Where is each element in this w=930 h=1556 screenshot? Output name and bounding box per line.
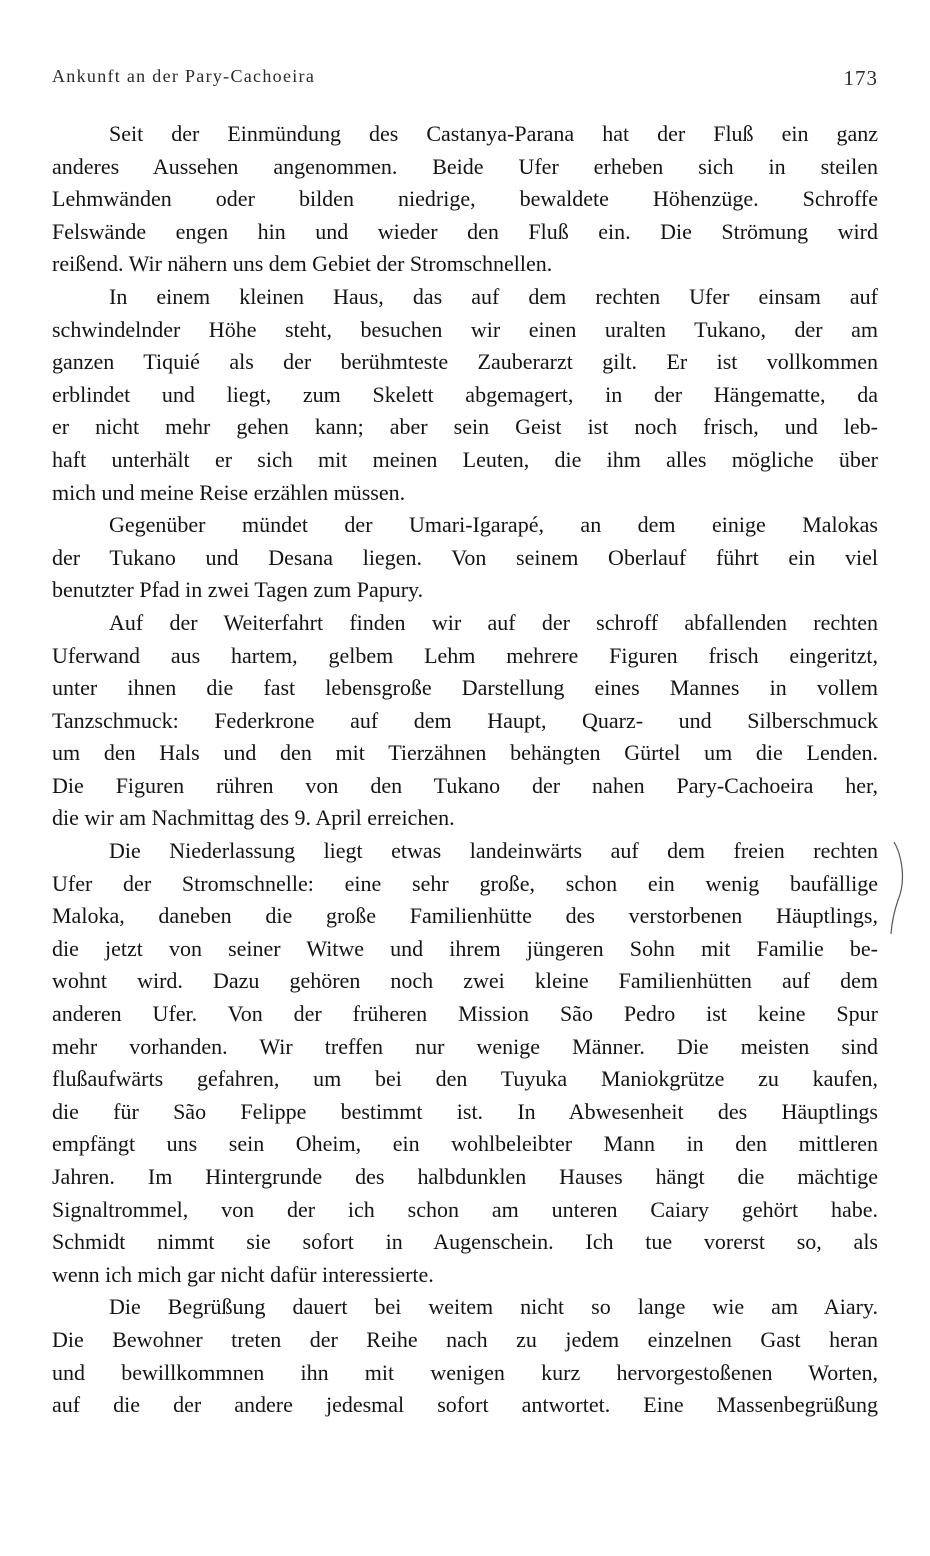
text-line: reißend. Wir nähern uns dem Gebiet der Stromschnellen.	[52, 251, 553, 277]
text-line: Die Niederlassung liegt etwas landeinwärts auf dem freien rechten	[109, 838, 878, 864]
text-line: Schmidt nimmt sie sofort in Augenschein. Ich tue vorerst so, als	[52, 1229, 878, 1255]
page-number: 173	[843, 66, 878, 90]
text-line: der Tukano und Desana liegen. Von seinem Oberlauf führt ein viel	[52, 544, 878, 570]
text-line: er nicht mehr gehen kann; aber sein Geist ist noch frisch, und leb-	[52, 414, 878, 440]
text-line: mich und meine Reise erzählen müssen.	[52, 479, 406, 505]
paragraph	[52, 281, 878, 509]
text-line: um den Hals und den mit Tierzähnen behängten Gürtel um die Lenden.	[52, 740, 878, 766]
text-line: Die Bewohner treten der Reihe nach zu jedem einzelnen Gast heran	[52, 1326, 878, 1352]
text-line: Die Figuren rühren von den Tukano der nahen Pary-Cachoeira her,	[52, 772, 878, 798]
text-line: Felswände engen hin und wieder den Fluß ein. Die Strömung wird	[52, 218, 878, 244]
text-line: und bewillkommnen ihn mit wenigen kurz hervorgestoßenen Worten,	[52, 1359, 878, 1385]
paragraph	[52, 1291, 878, 1421]
text-line: flußaufwärts gefahren, um bei den Tuyuka Maniokgrütze zu kaufen,	[52, 1066, 878, 1092]
margin-bracket-mark	[884, 838, 914, 938]
text-line: benutzter Pfad in zwei Tagen zum Papury.	[52, 577, 424, 603]
text-line: Tanzschmuck: Federkrone auf dem Haupt, Quarz- und Silberschmuck	[52, 707, 878, 733]
text-line: anderes Aussehen angenommen. Beide Ufer erheben sich in steilen	[52, 153, 878, 179]
paragraph	[52, 118, 878, 281]
paragraph	[52, 509, 878, 607]
text-line: mehr vorhanden. Wir treffen nur wenige Männer. Die meisten sind	[52, 1033, 878, 1059]
text-line: Signaltrommel, von der ich schon am unteren Caiary gehört habe.	[52, 1196, 878, 1222]
text-line: haft unterhält er sich mit meinen Leuten, die ihm alles mögliche über	[52, 446, 878, 472]
paragraph	[52, 607, 878, 835]
paragraph	[52, 835, 878, 1291]
text-line: die wir am Nachmittag des 9. April erreichen.	[52, 805, 455, 831]
text-line: Seit der Einmündung des Castanya-Parana hat der Fluß ein ganz	[109, 121, 878, 146]
body-text	[52, 118, 878, 1422]
text-line: wohnt wird. Dazu gehören noch zwei kleine Familienhütten auf dem	[52, 968, 878, 994]
text-line: Maloka, daneben die große Familienhütte des verstorbenen Häuptlings,	[52, 903, 878, 929]
text-line: Gegenüber mündet der Umari-Igarapé, an dem einige Malokas	[109, 512, 878, 538]
text-line: Uferwand aus hartem, gelbem Lehm mehrere Figuren frisch eingeritzt,	[52, 642, 878, 668]
text-line: Jahren. Im Hintergrunde des halbdunklen Hauses hängt die mächtige	[52, 1164, 878, 1189]
text-line: unter ihnen die fast lebensgroße Darstellung eines Mannes in vollem	[52, 675, 878, 701]
text-line: die jetzt von seiner Witwe und ihrem jüngeren Sohn mit Familie be-	[52, 935, 878, 961]
text-line: Auf der Weiterfahrt finden wir auf der schroff abfallenden rechten	[109, 609, 878, 635]
text-line: schwindelnder Höhe steht, besuchen wir einen uralten Tukano, der am	[52, 316, 878, 342]
text-line: ganzen Tiquié als der berühmteste Zauberarzt gilt. Er ist vollkommen	[52, 349, 878, 375]
text-line: In einem kleinen Haus, das auf dem rechten Ufer einsam auf	[109, 283, 878, 309]
text-line: auf die der andere jedesmal sofort antwortet. Eine Massenbegrüßung	[52, 1392, 878, 1418]
text-line: Lehmwänden oder bilden niedrige, bewaldete Höhenzüge. Schroffe	[52, 186, 878, 212]
page-header	[52, 66, 878, 94]
text-line: die für São Felippe bestimmt ist. In Abwesenheit des Häuptlings	[52, 1098, 878, 1124]
text-line: Ufer der Stromschnelle: eine sehr große, schon ein wenig baufällige	[52, 870, 878, 896]
text-line: anderen Ufer. Von der früheren Mission São Pedro ist keine Spur	[52, 1001, 878, 1027]
text-line: empfängt uns sein Oheim, ein wohlbeleibter Mann in den mittleren	[52, 1131, 878, 1157]
text-line: erblindet und liegt, zum Skelett abgemagert, in der Hängematte, da	[52, 381, 878, 407]
running-head: Ankunft an der Pary-Cachoeira	[52, 66, 316, 86]
text-line: Die Begrüßung dauert bei weitem nicht so lange wie am Aiary.	[109, 1294, 878, 1320]
text-line: wenn ich mich gar nicht dafür interessierte.	[52, 1261, 434, 1287]
